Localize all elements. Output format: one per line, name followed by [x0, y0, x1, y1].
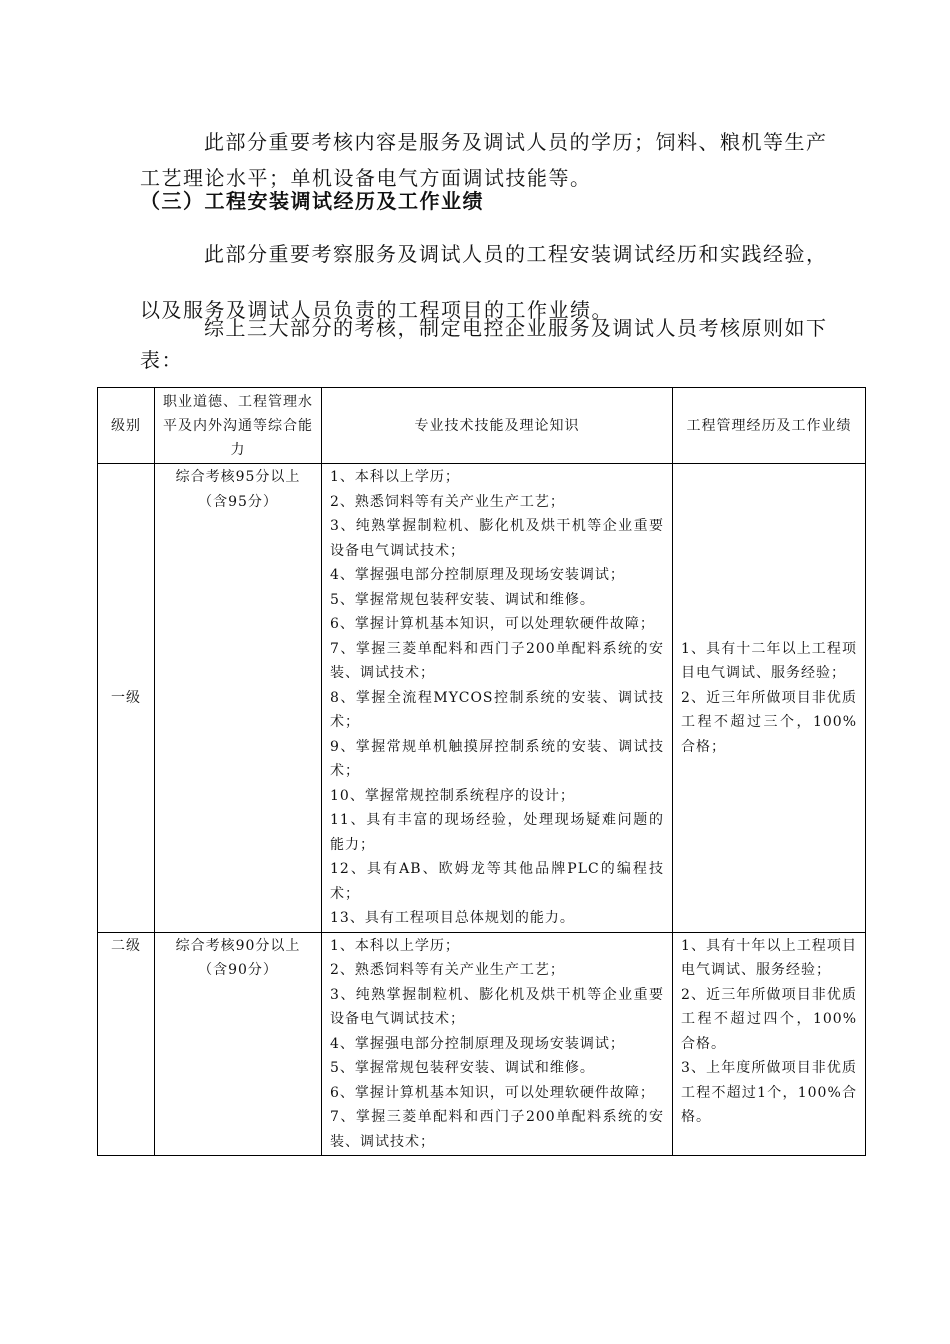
skill-item: 12、具有AB、欧姆龙等其他品牌PLC的编程技术； [330, 861, 664, 902]
table-header-row [98, 388, 866, 464]
skill-item: 7、掌握三菱单配料和西门子200单配料系统的安装、调试技术； [330, 1109, 664, 1150]
experience-item: 2、近三年所做项目非优质工程不超过三个，100%合格； [681, 689, 857, 755]
table-row [98, 932, 866, 1156]
skill-item: 1、本科以上学历； [330, 937, 460, 954]
experience-item: 3、上年度所做项目非优质工程不超过1个，100%合格。 [681, 1060, 857, 1125]
ability-cell: 综合考核90分以上（含90分） [155, 932, 322, 1156]
skills-cell [322, 932, 673, 1156]
skill-item: 4、掌握强电部分控制原理及现场安装调试； [330, 567, 625, 583]
skill-item: 3、纯熟掌握制粒机、膨化机及烘干机等企业重要设备电气调试技术； [330, 518, 664, 559]
level-cell: 一级 [98, 464, 155, 933]
skills-cell [322, 464, 673, 933]
skill-item: 7、掌握三菱单配料和西门子200单配料系统的安装、调试技术； [330, 640, 664, 681]
header-ability: 职业道德、工程管理水平及内外沟通等综合能力 [155, 388, 322, 464]
experience-item: 1、具有十二年以上工程项目电气调试、服务经验； [681, 640, 857, 681]
table-row [98, 464, 866, 933]
skill-item: 6、掌握计算机基本知识，可以处理软硬件故障； [330, 1084, 655, 1101]
experience-item: 2、近三年所做项目非优质工程不超过四个，100%合格。 [681, 986, 857, 1052]
skill-item: 11、具有丰富的现场经验，处理现场疑难问题的能力； [330, 812, 664, 853]
skill-item: 5、掌握常规包装秤安装、调试和维修。 [330, 591, 595, 608]
experience-cell [673, 464, 866, 933]
skill-item: 5、掌握常规包装秤安装、调试和维修。 [330, 1060, 595, 1076]
skill-item: 2、熟悉饲料等有关产业生产工艺； [330, 493, 565, 510]
skill-item: 10、掌握常规控制系统程序的设计； [330, 787, 575, 804]
skill-item: 9、掌握常规单机触摸屏控制系统的安装、调试技术； [330, 738, 664, 779]
skill-item: 4、掌握强电部分控制原理及现场安装调试； [330, 1035, 625, 1052]
section-heading: （三）工程安装调试经历及工作业绩 [140, 189, 484, 213]
skill-item: 8、掌握全流程MYCOS控制系统的安装、调试技术； [330, 689, 664, 730]
header-experience: 工程管理经历及工作业绩 [673, 388, 866, 464]
experience-item: 1、具有十年以上工程项目电气调试、服务经验； [681, 937, 857, 978]
paragraph-summary: 综上三大部分的考核，制定电控企业服务及调试人员考核原则如下表： [140, 316, 828, 372]
header-level: 级别 [98, 388, 155, 464]
skill-item: 13、具有工程项目总体规划的能力。 [330, 910, 575, 926]
level-cell: 二级 [98, 932, 155, 1156]
experience-cell [673, 932, 866, 1156]
header-skills: 专业技术技能及理论知识 [322, 388, 673, 464]
paragraph-experience: 此部分重要考察服务及调试人员的工程安装调试经历和实践经验，以及服务及调试人员负责的工程项目的工作业绩。 [140, 242, 828, 322]
skill-item: 3、纯熟掌握制粒机、膨化机及烘干机等企业重要设备电气调试技术； [330, 986, 664, 1027]
assessment-table [97, 387, 866, 1156]
skill-item: 1、本科以上学历； [330, 469, 460, 485]
skill-item: 6、掌握计算机基本知识，可以处理软硬件故障； [330, 616, 655, 632]
paragraph-education: 此部分重要考核内容是服务及调试人员的学历；饲料、粮机等生产工艺理论水平；单机设备电气方面调试技能等。 [140, 130, 828, 190]
ability-cell: 综合考核95分以上（含95分） [155, 464, 322, 933]
skill-item: 2、熟悉饲料等有关产业生产工艺； [330, 962, 565, 978]
